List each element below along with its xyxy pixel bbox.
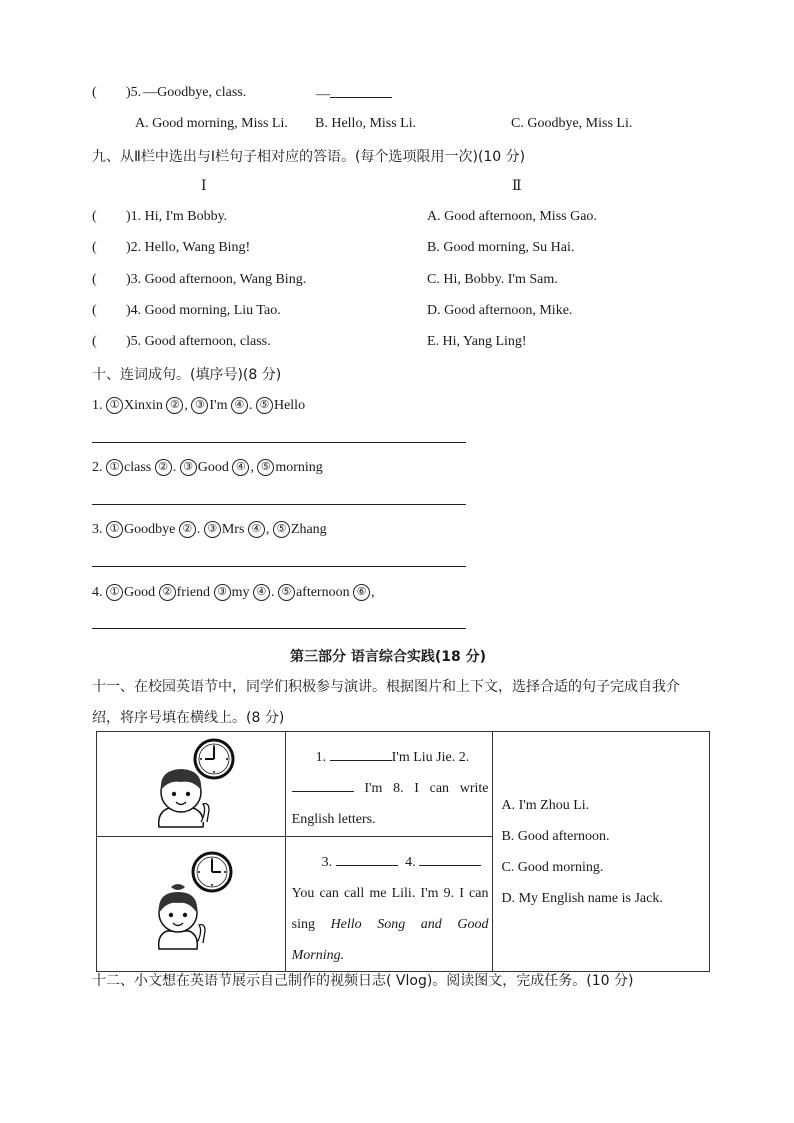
section10-item-3: 3. ① Goodbye ② . ③ Mrs ④ , ⑤ Zhang xyxy=(92,522,327,537)
section9-left-item-4[interactable]: ( )4. Good morning, Liu Tao. xyxy=(92,303,281,318)
girl-picture-cell xyxy=(97,837,286,972)
girl-icon xyxy=(159,884,205,949)
section10-item-1: 1. ① Xinxin ② , ③ I'm ④ . ⑤ Hello xyxy=(92,398,306,413)
section11-options-cell xyxy=(493,732,710,972)
boy-icon xyxy=(159,769,209,827)
q8-item5-stem: ( )5. —Goodbye, class. xyxy=(92,85,247,100)
q8-item5-answer-blank[interactable]: — xyxy=(316,85,392,103)
section10-answer-line-4[interactable] xyxy=(92,628,466,629)
section11-title-line2: 绍，将序号填在横线上。(8 分) xyxy=(92,710,285,726)
clock-icon xyxy=(193,853,231,891)
blank-1[interactable] xyxy=(330,748,392,761)
section10-item-2: 2. ① class ② . ③ Good ④ , ⑤ morning xyxy=(92,460,323,475)
section11-option-b: B. Good afternoon. xyxy=(501,828,610,844)
section9-right-item-a: A. Good afternoon, Miss Gao. xyxy=(427,209,597,224)
section10-answer-line-3[interactable] xyxy=(92,566,466,567)
section11-option-a: A. I'm Zhou Li. xyxy=(501,797,590,813)
section9-left-item-1[interactable]: ( )1. Hi, I'm Bobby. xyxy=(92,209,228,224)
girl-with-clock-illustration xyxy=(97,837,287,961)
section9-title: 九、从Ⅱ栏中选出与Ⅰ栏句子相对应的答语。(每个选项限用一次)(10 分) xyxy=(92,149,526,165)
section10-answer-line-1[interactable] xyxy=(92,442,466,443)
section11-option-d: D. My English name is Jack. xyxy=(501,890,663,906)
section9-left-item-5[interactable]: ( )5. Good afternoon, class. xyxy=(92,334,271,349)
section11-table xyxy=(96,731,710,972)
section9-right-item-e: E. Hi, Yang Ling! xyxy=(427,334,527,349)
blank-3[interactable] xyxy=(336,853,398,866)
section9-right-item-d: D. Good afternoon, Mike. xyxy=(427,303,573,318)
row1-text-cell: 1. I'm Liu Jie. 2. I'm 8. I can write English letters. xyxy=(285,732,493,837)
section11-option-c: C. Good morning. xyxy=(501,859,604,875)
section10-item-4: 4. ① Good ② friend ③ my ④ . ⑤ afternoon ⑥ , xyxy=(92,585,375,600)
section9-right-item-b: B. Good morning, Su Hai. xyxy=(427,240,575,255)
section9-left-item-3[interactable]: ( )3. Good afternoon, Wang Bing. xyxy=(92,272,307,287)
blank-2[interactable] xyxy=(292,779,354,792)
row2-text-cell: 3. 4. You can call me Lili. I'm 9. I can sing Hello Song and Good Morning. xyxy=(285,837,493,972)
section9-right-item-c: C. Hi, Bobby. I'm Sam. xyxy=(427,272,558,287)
boy-with-clock-illustration xyxy=(97,732,287,834)
boy-picture-cell xyxy=(97,732,286,837)
section10-answer-line-2[interactable] xyxy=(92,504,466,505)
section12-title: 十二、小文想在英语节展示自己制作的视频日志( Vlog)。阅读图文，完成任务。(10 分) xyxy=(92,973,634,989)
q8-option-b: B. Hello, Miss Li. xyxy=(315,116,417,131)
q8-option-c: C. Goodbye, Miss Li. xyxy=(511,116,633,131)
blank-4[interactable] xyxy=(419,853,481,866)
section11-title-line1: 十一、在校园英语节中，同学们积极参与演讲。根据图片和上下文，选择合适的句子完成自我介 xyxy=(92,679,680,695)
part3-title: 第三部分 语言综合实践(18 分) xyxy=(290,649,487,665)
section10-title: 十、连词成句。(填序号)(8 分) xyxy=(92,367,282,383)
answer-paren[interactable]: ( xyxy=(92,85,97,100)
section9-left-item-2[interactable]: ( )2. Hello, Wang Bing! xyxy=(92,240,251,255)
q8-option-a: A. Good morning, Miss Li. xyxy=(135,116,288,131)
clock-icon xyxy=(195,740,233,778)
section9-col2-header: Ⅱ xyxy=(512,179,522,194)
section9-col1-header: Ⅰ xyxy=(201,179,207,194)
